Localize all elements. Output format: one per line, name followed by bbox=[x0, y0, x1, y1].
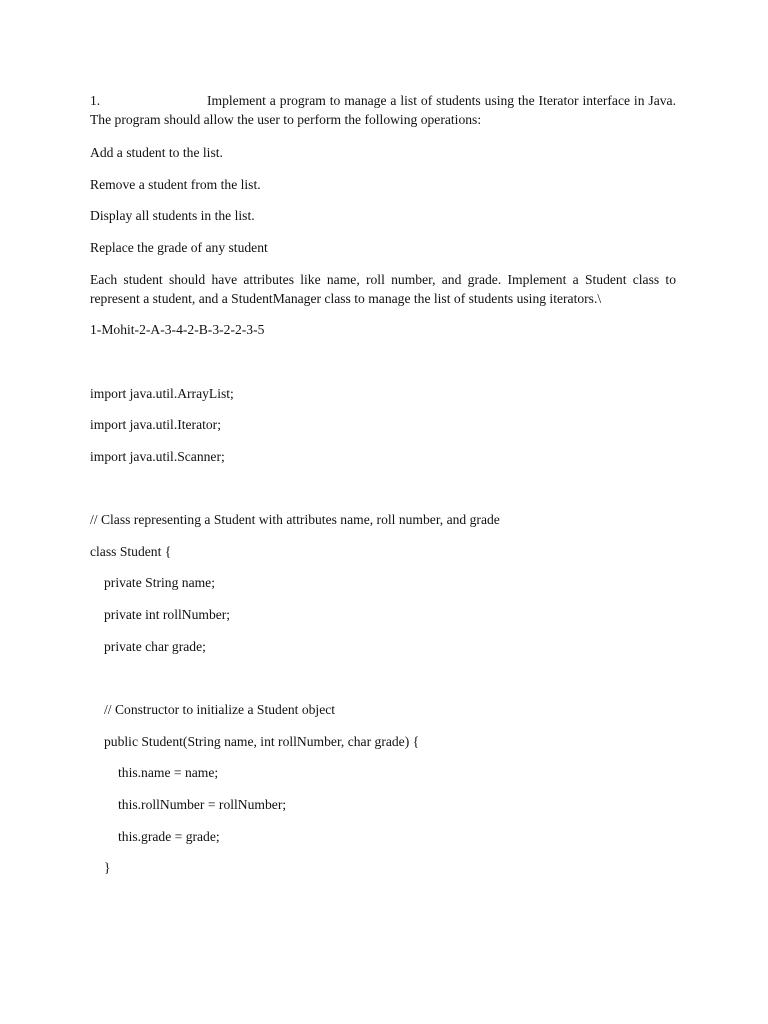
constructor-assign-name: this.name = name; bbox=[118, 765, 219, 780]
import-arraylist: import java.util.ArrayList; bbox=[90, 386, 234, 401]
class-declaration: class Student { bbox=[90, 544, 172, 559]
constructor-assign-roll-number: this.rollNumber = rollNumber; bbox=[118, 797, 287, 812]
class-comment: // Class representing a Student with attributes name, roll number, and grade bbox=[90, 512, 500, 527]
field-roll-number: private int rollNumber; bbox=[104, 607, 231, 622]
question-number: 1. bbox=[90, 93, 101, 108]
description-line-1: Each student should have attributes like name, roll number, and grade. Implement a Student class to bbox=[90, 272, 676, 287]
question-text-line-2: The program should allow the user to perform the following operations: bbox=[90, 112, 482, 127]
constructor-comment: // Constructor to initialize a Student object bbox=[104, 702, 336, 717]
question-text-line-1: Implement a program to manage a list of students using the Iterator interface in Java. bbox=[207, 93, 676, 108]
constructor-close-brace: } bbox=[104, 860, 111, 875]
operation-display: Display all students in the list. bbox=[90, 208, 255, 223]
sample-input: 1-Mohit-2-A-3-4-2-B-3-2-2-3-5 bbox=[90, 322, 265, 337]
field-name: private String name; bbox=[104, 575, 215, 590]
import-scanner: import java.util.Scanner; bbox=[90, 449, 225, 464]
operation-add: Add a student to the list. bbox=[90, 145, 223, 160]
description-line-2: represent a student, and a StudentManager class to manage the list of students using iterators.\ bbox=[90, 291, 602, 306]
constructor-assign-grade: this.grade = grade; bbox=[118, 829, 220, 844]
import-iterator: import java.util.Iterator; bbox=[90, 417, 221, 432]
operation-remove: Remove a student from the list. bbox=[90, 177, 261, 192]
constructor-declaration: public Student(String name, int rollNumber, char grade) { bbox=[104, 734, 420, 749]
operation-replace-grade: Replace the grade of any student bbox=[90, 240, 268, 255]
field-grade: private char grade; bbox=[104, 639, 206, 654]
